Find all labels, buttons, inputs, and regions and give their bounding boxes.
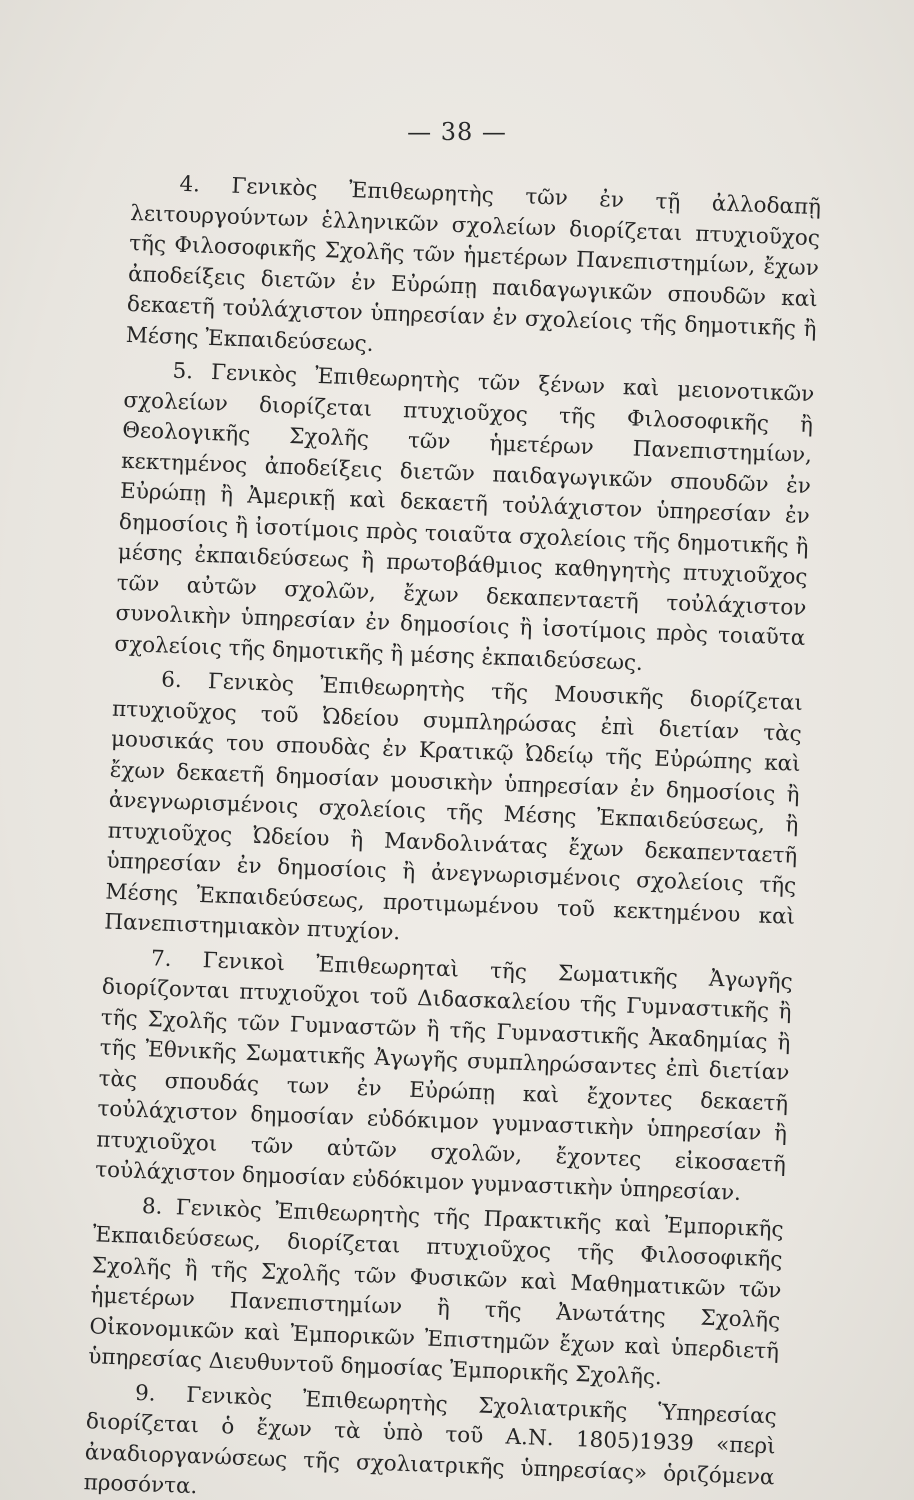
page-body	[83, 168, 821, 1500]
page-number: — 38 —	[407, 118, 507, 146]
paragraph-6: 6. Γενικὸς Ἐπιθεωρητὴς τῆς Μουσικῆς διορίζεται πτυχιοῦχος τοῦ Ὠδείου συμπληρώσας ἐπὶ διετίαν τὰς μουσικάς του σπουδὰς ἐν Κρατικῷ Ὠδείῳ τῆς Εὐρώπης καὶ ἔχων δεκαετῆ δημοσίαν μουσικὴν ὑπηρεσίαν ἐν δημοσίοις ἢ ἀνεγνωρισμένοις σχολείοις τῆς Μέσης Ἐκπαιδεύσεως, ἢ πτυχιοῦχος Ὠδείου ἢ Μανδολινάτας ἔχων δεκαπενταετῆ ὑπηρεσίαν ἐν δημοσίοις ἢ ἀνεγνωρισμένοις σχολείοις τῆς Μέσης Ἐκπαιδεύσεως, προτιμωμένου τοῦ κεκτημένου καὶ Πανεπιστημιακὸν πτυχίον.	[103, 667, 804, 946]
paragraph-9: 9. Γενικὸς Ἐπιθεωρητὴς Σχολιατρικῆς Ὑπηρεσίας διορίζεται ὁ ἔχων τὰ ὑπὸ τοῦ Α.Ν. 1805)1939 «περὶ ἀναδιοργανώσεως τῆς σχολιατρικῆς ὑπηρεσίας» ὁριζόμενα προσόντα.	[83, 1380, 778, 1500]
paragraph-7: 7. Γενικοὶ Ἐπιθεωρηταὶ τῆς Σωματικῆς Ἀγωγῆς διορίζονται πτυχιοῦχοι τοῦ Διδασκαλείου τῆς Γυμναστικῆς ἢ τῆς Σχολῆς τῶν Γυμναστῶν ἢ τῆς Γυμναστικῆς Ἀκαδημίας ἢ τῆς Ἐθνικῆς Σωματικῆς Ἀγωγῆς συμπληρώσαντες ἐπὶ διετίαν τὰς σπουδάς των ἐν Εὐρώπῃ καὶ ἔχοντες δεκαετῆ τοὐλάχιστον δημοσίαν εὐδόκιμον γυμναστικὴν ὑπηρεσίαν ἢ πτυχιοῦχοι τῶν αὐτῶν σχολῶν, ἔχοντες εἰκοσαετῆ τοὐλάχιστον δημοσίαν εὐδόκιμον γυμναστικὴν ὑπηρεσίαν.	[94, 945, 794, 1206]
paragraph-4: 4. Γενικὸς Ἐπιθεωρητὴς τῶν ἐν τῇ ἀλλοδαπῇ λειτουργούντων ἑλληνικῶν σχολείων διορίζεται πτυχιοῦχος τῆς Φιλοσοφικῆς Σχολῆς τῶν ἡμετέρων Πανεπιστημίων, ἔχων ἀποδείξεις διετῶν ἐν Εὐρώπῃ παιδαγωγικῶν σπουδῶν καὶ δεκαετῆ τοὐλάχιστον ὑπηρεσίαν ἐν σχολείοις τῆς δημοτικῆς ἢ Μέσης Ἐκπαιδεύσεως.	[125, 171, 822, 357]
paragraph-5: 5. Γενικὸς Ἐπιθεωρητὴς τῶν ξένων καὶ μειονοτικῶν σχολείων διορίζεται πτυχιοῦχος τῆς Φιλοσοφικῆς ἢ Θεολογικῆς Σχολῆς τῶν ἡμετέρων Πανεπιστημίων, κεκτημένος ἀποδείξεις διετῶν παιδαγωγικῶν σπουδῶν ἐν Εὐρώπῃ ἢ Ἀμερικῇ καὶ δεκαετῆ τοὐλάχιστον ὑπηρεσίαν ἐν δημοσίοις ἢ ἰσοτίμοις πρὸς τοιαῦτα σχολείοις τῆς δημοτικῆς ἢ μέσης ἐκπαιδεύσεως ἢ πρωτοβάθμιος καθηγητὴς πτυχιοῦχος τῶν αὐτῶν σχολῶν, ἔχων δεκαπενταετῆ τοὐλάχιστον συνολικὴν ὑπηρεσίαν ἐν δημοσίοις ἢ ἰσοτίμοις πρὸς τοιαῦτα σχολείοις τῆς δημοτικῆς ἢ μέσης ἐκπαιδεύσεως.	[114, 358, 815, 676]
paragraph-8: 8. Γενικὸς Ἐπιθεωρητὴς τῆς Πρακτικῆς καὶ Ἐμπορικῆς Ἐκπαιδεύσεως, διορίζεται πτυχιοῦχος τῆς Φιλοσοφικῆς Σχολῆς ἢ τῆς Σχολῆς τῶν Φυσικῶν καὶ Μαθηματικῶν τῶν ἡμετέρων Πανεπιστημίων ἢ τῆς Ἀνωτάτης Σχολῆς Οἰκονομικῶν καὶ Ἐμπορικῶν Ἐπιστημῶν ἔχων καὶ ὑπερδιετῆ ὑπηρεσίας Διευθυντοῦ δημοσίας Ἐμπορικῆς Σχολῆς.	[87, 1193, 784, 1391]
